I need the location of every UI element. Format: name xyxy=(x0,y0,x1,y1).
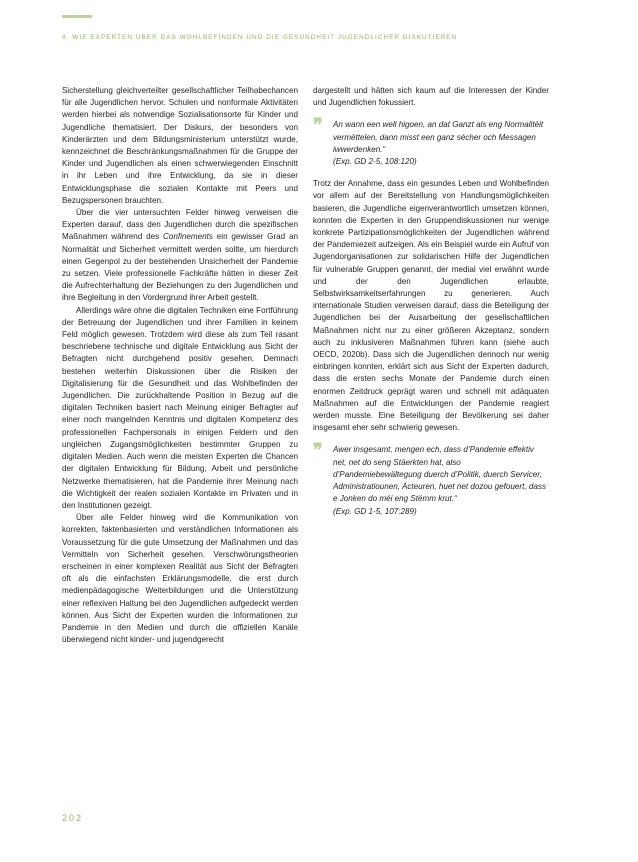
paragraph: Sicherstellung gleichverteilter gesellschaftlicher Teilhabechancen für alle Jugendlichen hervor. Schulen und nonformale Aktivitäten werden hierbei als notwendige Sozialisationsorte für Kinder und Jugendliche thematisiert. Der Diskurs, der besonders von Kinderärzten und dem Bildungsministerium unterstützt wurde, kennzeichnet die Beschränkungsmaßnahmen für die Gruppe der Kinder und Jugendlichen als einen schwerwiegenden Einschnitt in ihr Leben und ihre Entwicklung, da sie in dieser Entwicklungsphase die sozialen Kontakte mit Peers und Bezugspersonen brauchten. xyxy=(62,86,298,205)
page-number: 202 xyxy=(62,813,84,823)
quote-mark-icon: ❞ xyxy=(313,440,323,462)
quote-mark-icon: ❞ xyxy=(313,115,323,137)
paragraph: dargestellt und hätten sich kaum auf die Interessen der Kinder und Jugendlichen fokussiert. xyxy=(313,86,549,108)
running-head: 8. WIE EXPERTEN ÜBER DAS WOHLBEFINDEN UND DIE GESUNDHEIT JUGENDLICHER DISKUTIEREN xyxy=(62,34,458,41)
quote-text: Awer insgesamt, mengen ech, dass d’Pandemie effektiv net, net do seng Stäerkten hat, also d’Pandemiebewältegung duerch d’Politik, duerch Servicer, Administratiounen, Acteuren, huet net dozou gefouert, dass e Jonken do méi eng Stëmm krut.“ xyxy=(333,445,546,504)
paragraph: Trotz der Annahme, dass ein gesundes Leben und Wohlbefinden vor allem auf der Bereitstellung von Handlungsmöglichkeiten basieren, die Jugendliche eigenverantwortlich umsetzen können, konnten die Experten in den Gruppendiskussionen nur wenige konkrete Partizipationsmöglichkeiten der Jugendlichen während der Pandemiezeit aufzeigen. Als ein Beispiel wurde ein Aufruf von Jugendorganisationen zur solidarischen Hilfe der Jugendlichen für vulnerable Gruppen genannt, der medial viel erwähnt wurde und der den Jugendlichen erlaubte, Selbstwirksamkeitserfahrungen zu generieren. Auch internationale Studien verweisen darauf, dass die Beteiligung der Jugendlichen bei der Ausarbeitung der gesellschaftlichen Maßnahmen nicht nur zu einer größeren Akzeptanz, sondern auch zu inklusiveren Maßnahmen führen kann (siehe auch OECD, 2020b). Dass sich die Jugendlichen dennoch nur wenig einbringen konnten, erklärt sich aus Sicht der Experten dadurch, dass die ersten sechs Monate der Pandemie durch einen enormen Zeitdruck geprägt waren und schnell mit adäquaten Maßnahmen auf die Entwicklungen der Pandemie reagiert werden musste. Eine Beteiligung der Bevölkerung sei daher insgesamt eher sehr schwierig gewesen. xyxy=(313,179,549,433)
quote-text: An wann een well higoen, an dat Ganzt als eng Normalitéit vermëttelen, dann misst een ganz sécher och Messagen iwwerdenken.“ xyxy=(333,120,544,154)
left-column xyxy=(62,85,298,646)
paragraph: Über die vier untersuchten Felder hinweg verweisen die Experten darauf, dass den Jugendlichen durch die spezifischen Maßnahmen während des Confinements ein gewisser Grad an Normalität und Sicherheit vermittelt werden sollte, um hierdurch einen Gegenpol zu der bestehenden Unsicherheit der Pandemie zu setzen. Viele professionelle Fachkräfte hätten in dieser Zeit die Aufrechterhaltung der Beziehungen zu den Jugendlichen und ihre Begleitung in den Vordergrund ihrer Arbeit gestellt. xyxy=(62,208,299,303)
quote-reference: (Exp. GD 1-5, 107:289) xyxy=(333,506,417,516)
quote-reference: (Exp. GD 2-5, 108:120) xyxy=(333,157,417,167)
paragraph: Allerdings wäre ohne die digitalen Techniken eine Fortführung der Betreuung der Jugendlichen und ihrer Familien in keinem Feld möglich gewesen. Trotzdem wird diese als zum Teil rasant beschriebene technische und digitale Entwicklung aus Sicht der Befragten nicht durchgehend positiv gesehen. Demnach bestehen weiterhin Diskussionen über die Risiken der Digitalisierung für die Gesundheit und das Wohlbefinden der Jugendlichen. Die zurückhaltende Position in Bezug auf die digitalen Techniken basiert nach Meinung einiger Befragter auf einer noch mangelnden Kenntnis und digitalen Kompetenz des professionellen Fachpersonals in einigen Feldern und den ungleichen Zugangsmöglichkeiten bestimmter Gruppen zu digitalen Medien. Auch wenn die meisten Experten die Chancen der digitalen Entwicklung für Bildung, Arbeit und persönliche Netzwerke thematisieren, hat die Pandemie ihrer Meinung nach die Wichtigkeit der realen sozialen Kontakte im Privaten und in den Institutionen gezeigt. xyxy=(62,305,298,510)
expert-quote xyxy=(313,440,549,517)
expert-quote xyxy=(313,115,549,168)
italic-term: Confinements xyxy=(163,232,213,242)
header-accent-bar xyxy=(62,15,92,18)
paragraph: Über alle Felder hinweg wird die Kommunikation von korrekten, faktenbasierten und verständlichen Informationen als Voraussetzung für die gute Umsetzung der Maßnahmen und das Vermitteln von Sicherheit gesehen. Verschwörungstheorien erscheinen in einer komplexen Realität aus Sicht der Befragten oft als die einfachsten Erklärungsmodelle, die erst durch medienpädagogische Weiterbildungen und die Unterstützung einer reflexiven Haltung bei den Jugendlichen aufgedeckt werden können. Aus Sicht der Experten wurden die Informationen zur Pandemie in den Medien und durch die offiziellen Kanäle überwiegend nicht kinder- und jugendgerecht xyxy=(62,513,298,645)
right-column xyxy=(313,85,549,528)
